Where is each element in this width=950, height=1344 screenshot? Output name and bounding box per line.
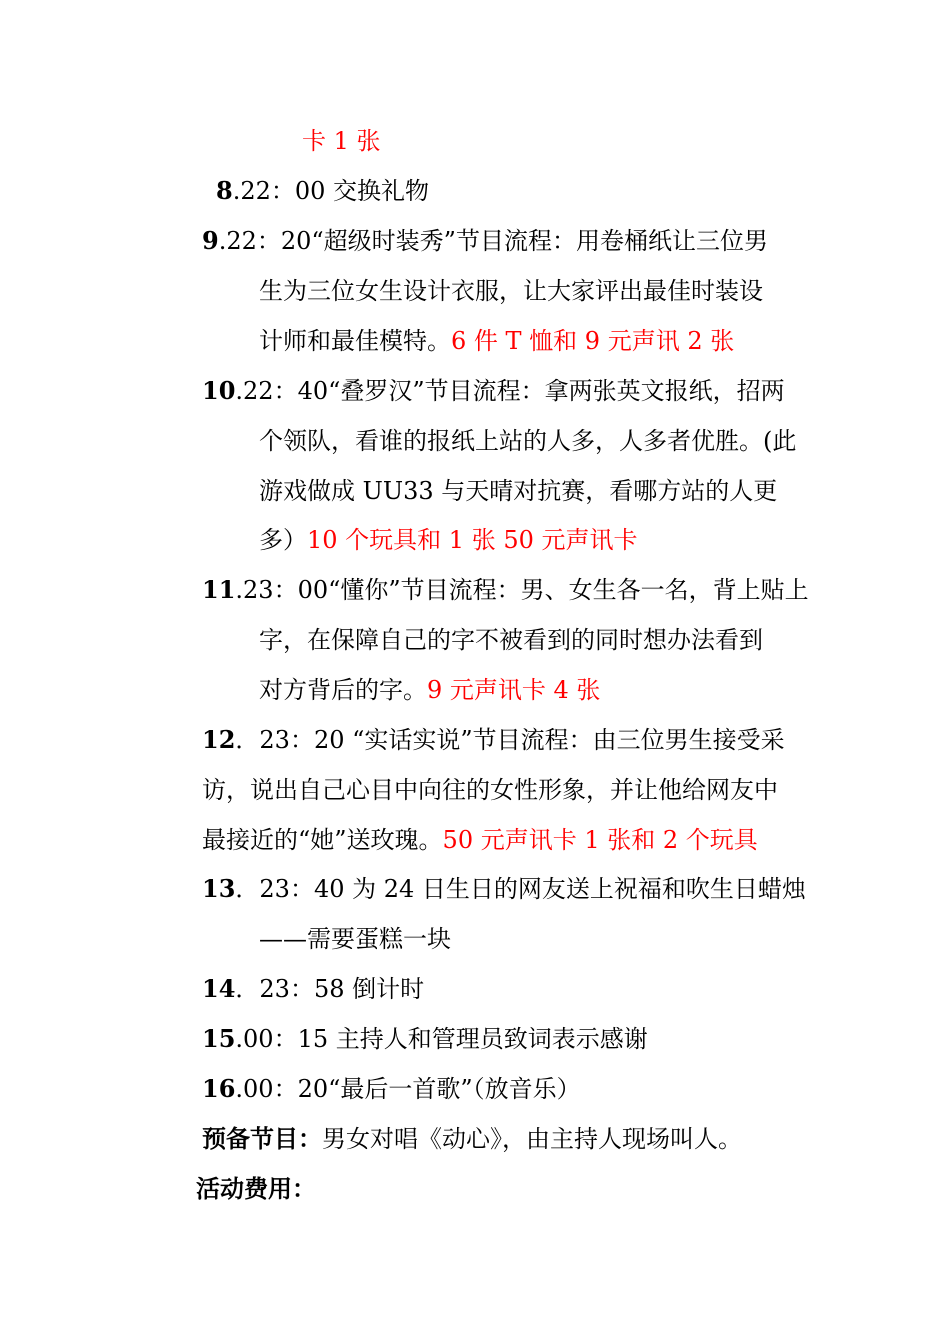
item-text: ——需要蛋糕一块 [259,925,451,953]
prize-text: 50 元声讯卡 1 张和 2 个玩具 [442,826,758,854]
item-text: .23：00“懂你”节目流程：男、女生各一名，背上贴上 [235,576,809,604]
item-text: 对方背后的字。 [259,676,427,704]
item-text: 访，说出自己心目中向往的女性形象，并让他给网友中 [202,776,778,804]
item-number: 12 [202,725,236,754]
section-label: 预备节目： [202,1124,322,1153]
item-12-cont [202,825,758,855]
item-text: ．23：40 为 24 日生日的网友送上祝福和吹生日蜡烛 [235,875,806,903]
item-8 [216,176,429,206]
prize-text: 9 元声讯卡 4 张 [427,676,601,704]
item-text: .22：20“超级时装秀”节目流程：用卷桶纸让三位男 [218,227,768,255]
item-15 [202,1024,648,1054]
item-text: ．23：58 倒计时 [235,975,425,1003]
activity-cost [196,1174,316,1204]
item-text: 字，在保障自己的字不被看到的同时想办法看到 [259,626,763,654]
item-number: 11 [202,575,236,604]
item-10 [202,376,785,406]
item-text: 最接近的“她”送玫瑰。 [202,826,443,854]
prize-text: 10 个玩具和 1 张 50 元声讯卡 [307,526,638,554]
item-text: 多） [259,526,307,554]
item-11-cont [259,625,763,655]
item-number: 8 [216,176,233,205]
item-text: ．23：20 “实话实说”节目流程：由三位男生接受采 [235,726,785,754]
item-13-cont [259,924,451,954]
item-11-cont [259,675,600,705]
section-label: 活动费用： [196,1174,316,1203]
item-number: 16 [202,1074,236,1103]
item-number: 15 [202,1024,236,1053]
item-10-cont [259,476,777,506]
item-13 [202,874,806,904]
item-number: 13 [202,874,236,903]
item-number: 10 [202,376,236,405]
item-number: 14 [202,974,236,1003]
item-text: 个领队，看谁的报纸上站的人多，人多者优胜。(此 [259,427,797,455]
item-text: 男女对唱《动心》，由主持人现场叫人。 [322,1125,742,1153]
item-text: .00：15 主持人和管理员致词表示感谢 [235,1025,648,1053]
backup-program [202,1124,742,1154]
item-9-cont [259,326,734,356]
item-10-cont [259,426,796,456]
item-9 [202,226,768,256]
item-text: .22：00 交换礼物 [232,177,430,205]
item-12 [202,725,785,755]
item-11 [202,575,809,605]
item-text: .00：20“最后一首歌”（放音乐） [235,1075,581,1103]
prize-text: 6 件 T 恤和 9 元声讯 2 张 [451,327,735,355]
line-prize-continuation [302,126,381,156]
prize-text: 卡 1 张 [302,127,381,155]
item-9-cont [259,276,763,306]
item-14 [202,974,424,1004]
item-10-cont [259,525,638,555]
item-text: 生为三位女生设计衣服，让大家评出最佳时装设 [259,277,763,305]
item-text: 计师和最佳模特。 [259,327,451,355]
item-number: 9 [202,226,219,255]
item-12-cont [202,775,778,805]
item-text: .22：40“叠罗汉”节目流程：拿两张英文报纸，招两 [235,377,785,405]
item-text: 游戏做成 UU33 与天晴对抗赛，看哪方站的人更 [259,477,778,505]
item-16 [202,1074,581,1104]
